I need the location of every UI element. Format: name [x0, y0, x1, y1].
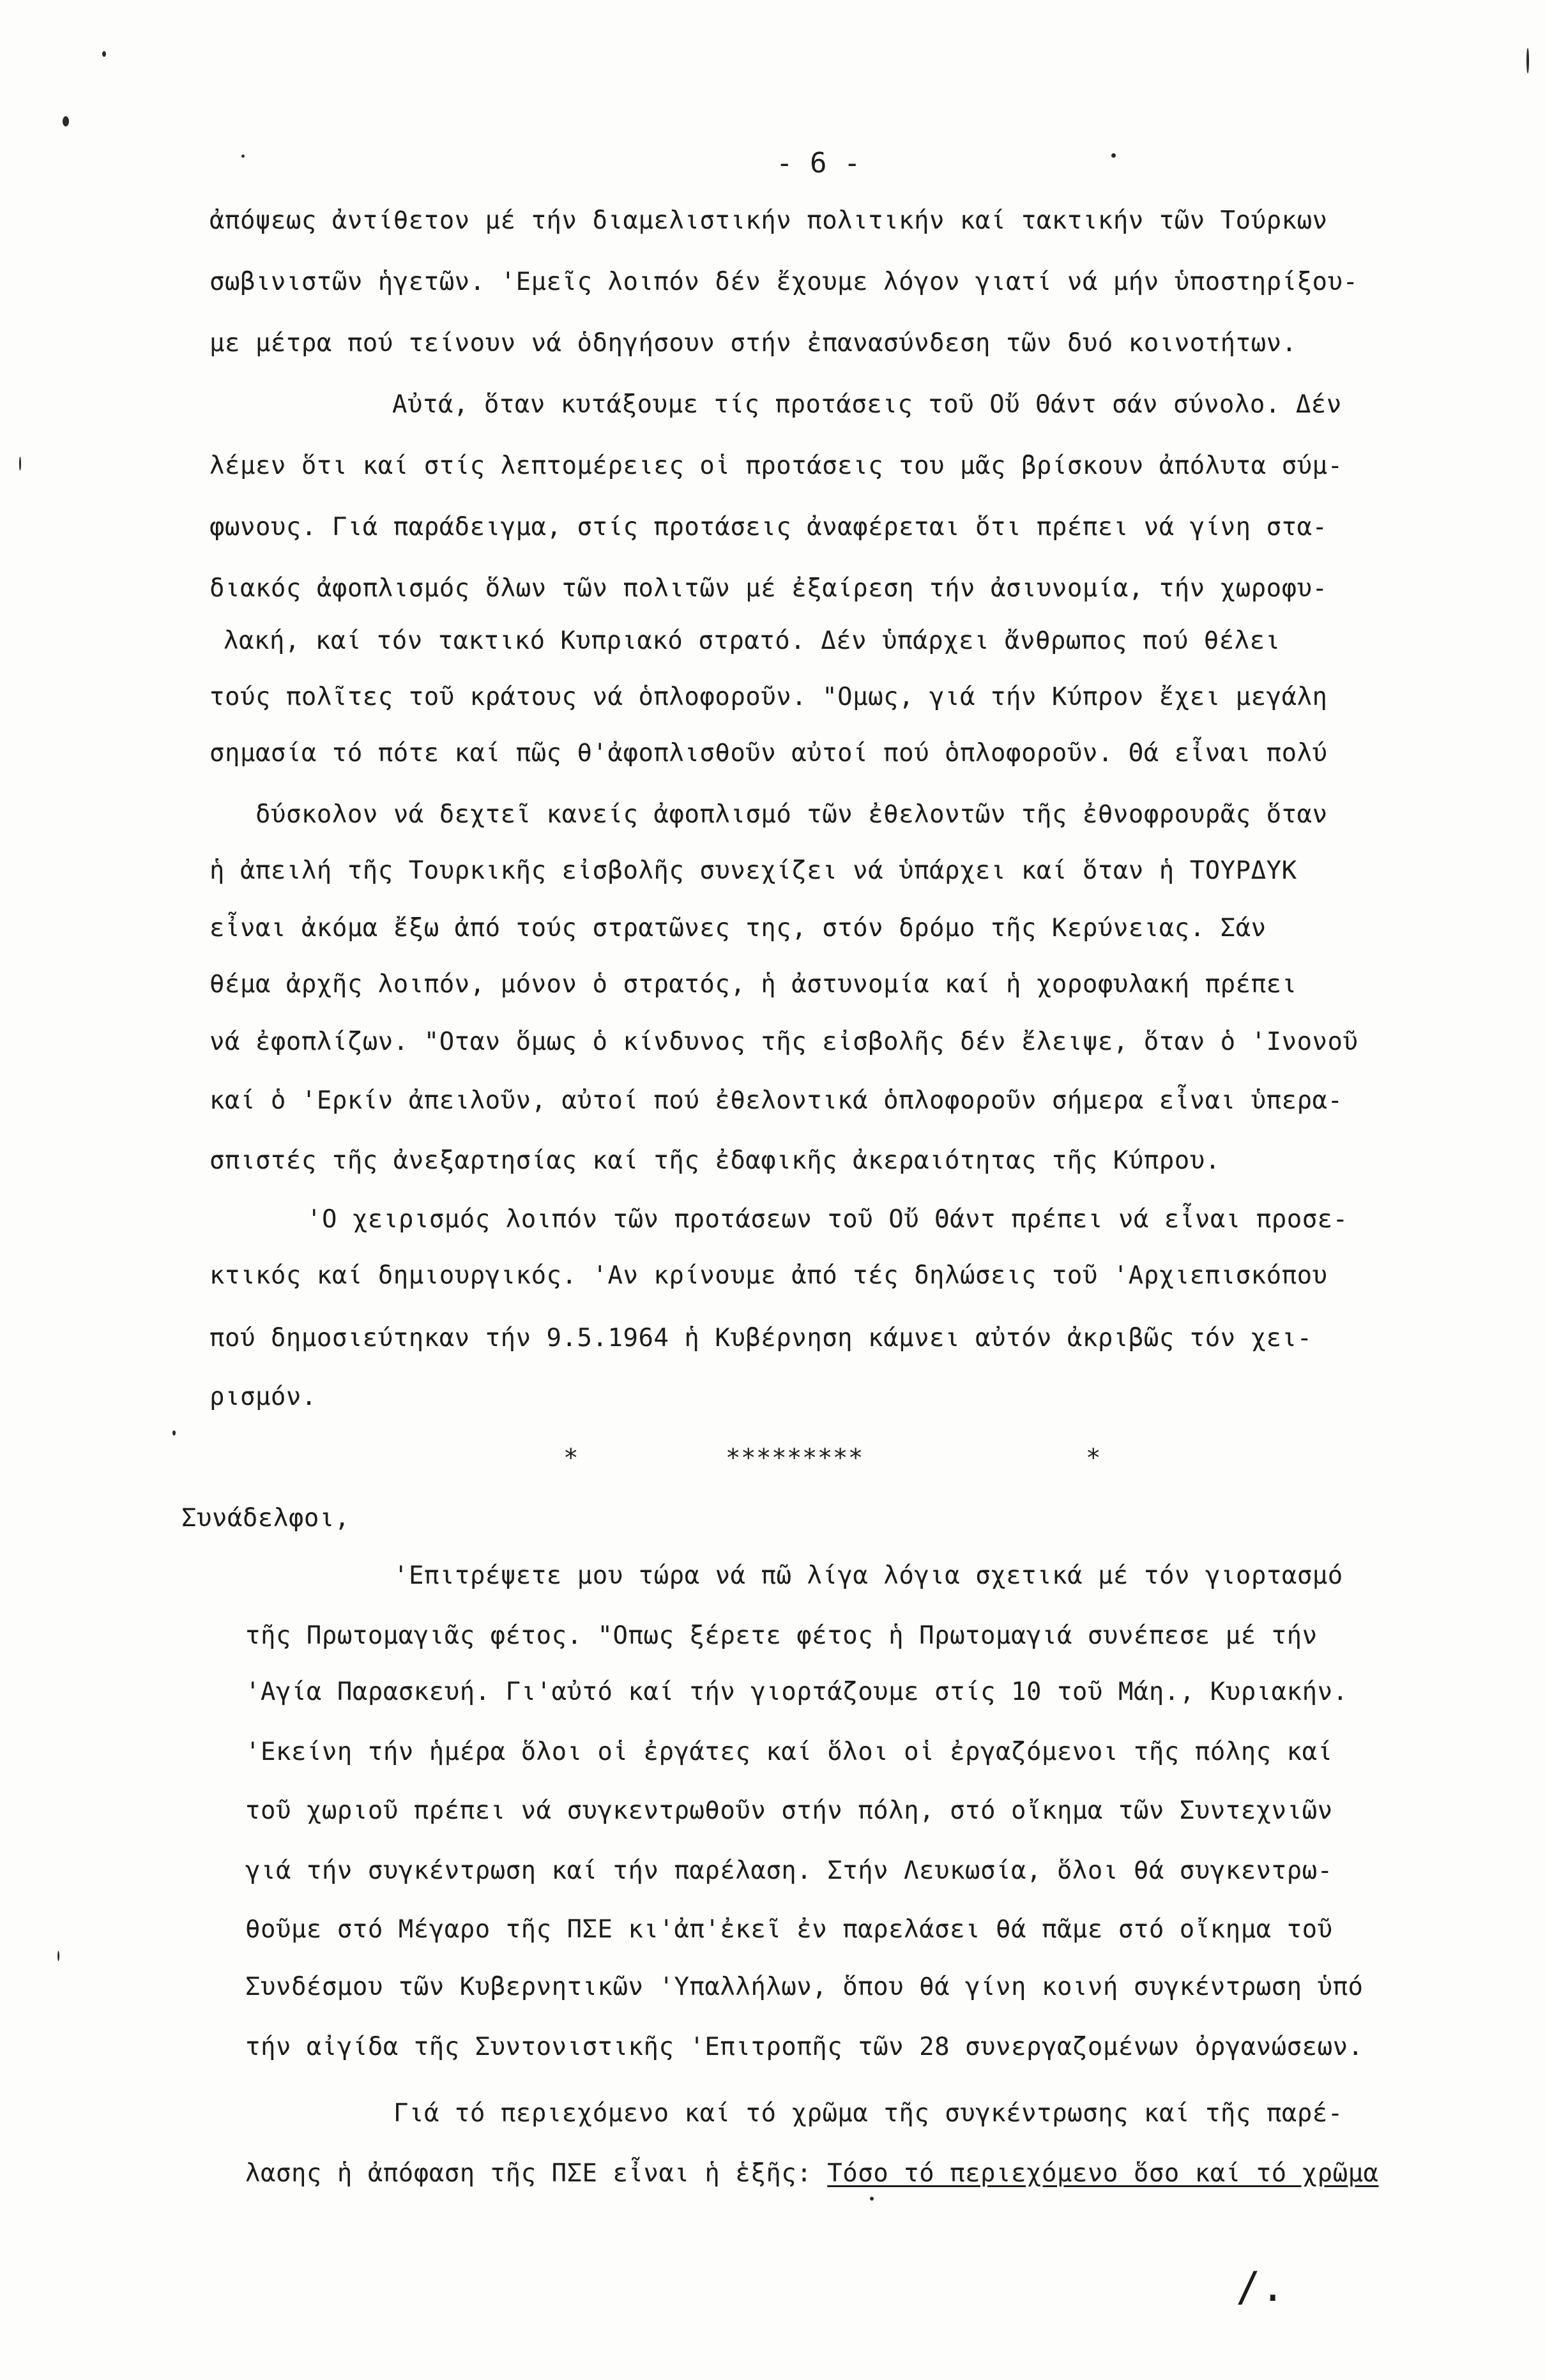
text-line: Συνδέσμου τῶν Κυβερνητικῶν 'Υπαλλήλων, ὅπου θά γίνη κοινή συγκέντρωση ὑπό — [245, 1973, 1364, 2001]
scan-speck — [57, 1951, 59, 1961]
text-line: Αὐτά, ὅταν κυτάξουμε τίς προτάσεις τοῦ Οὔ Θάντ σάν σύνολο. Δέν — [392, 390, 1342, 419]
salutation: Συνάδελφοι, — [181, 1504, 350, 1533]
text-line: Γιά τό περιεχόμενο καί τό χρῶμα τῆς συγκέντρωσης καί τῆς παρέ- — [393, 2099, 1343, 2128]
text-line: διακός ἀφοπλισμός ὅλων τῶν πολιτῶν μέ ἐξαίρεση τήν ἀσιυνομία, τήν χωροφυ- — [209, 574, 1328, 603]
text-line: ρισμόν. — [209, 1383, 317, 1411]
separator-star-left: * — [563, 1444, 579, 1473]
text-line: τῆς Πρωτομαγιᾶς φέτος. "Οπως ξέρετε φέτος ἡ Πρωτομαγιά συνέπεσε μέ τήν — [245, 1621, 1318, 1650]
text-line: τήν αἰγίδα τῆς Συντονιστικῆς 'Επιτροπῆς τῶν 28 συνεργαζομένων ὀργανώσεων. — [245, 2033, 1364, 2061]
text-line: ἀπόψεως ἀντίθετον μέ τήν διαμελιστικήν πολιτικήν καί τακτικήν τῶν Τούρκων — [209, 206, 1328, 235]
text-line: γιά τήν συγκέντρωση καί τήν παρέλαση. Στήν Λευκωσία, ὅλοι θά συγκεντρω- — [245, 1856, 1333, 1885]
continuation-mark: /. — [1236, 2264, 1286, 2311]
text-line: με μέτρα πού τείνουν νά ὁδηγήσουν στήν ἐπανασύνδεση τῶν δυό κοινοτήτων. — [209, 329, 1297, 358]
text-line: εἶναι ἀκόμα ἔξω ἀπό τούς στρατῶνες της, στόν δρόμο τῆς Κερύνειας. Σάν — [209, 914, 1267, 943]
underlined-phrase: Τόσο τό περιεχόμενο ὅσο καί τό χρῶμα — [827, 2159, 1379, 2188]
text-line: σημασία τό πότε καί πῶς θ'ἀφοπλισθοῦν αὐτοί πού ὁπλοφοροῦν. Θά εἶναι πολύ — [209, 739, 1328, 768]
separator-stars: ********* — [726, 1444, 864, 1473]
text-line: λακή, καί τόν τακτικό Κυπριακό στρατό. Δέν ὑπάρχει ἄνθρωπος πού θέλει — [224, 626, 1281, 655]
text-line-final — [245, 2158, 1379, 2189]
scan-speck — [241, 155, 245, 158]
text-line: τούς πολῖτες τοῦ κράτους νά ὁπλοφοροῦν. "Ομως, γιά τήν Κύπρον ἔχει μεγάλη — [209, 683, 1328, 711]
scan-speck — [63, 116, 69, 126]
scan-speck — [172, 1430, 176, 1436]
text-line: 'Επιτρέψετε μου τώρα νά πῶ λίγα λόγια σχετικά μέ τόν γιορτασμό — [393, 1561, 1343, 1590]
separator-star-right: * — [1086, 1444, 1101, 1473]
scan-speck — [19, 457, 21, 471]
text-line: τοῦ χωριοῦ πρέπει νά συγκεντρωθοῦν στήν πόλη, στό οἴκημα τῶν Συντεχνιῶν — [245, 1796, 1333, 1825]
text-line: νά ἐφοπλίζων. "Οταν ὅμως ὁ κίνδυνος τῆς εἰσβολῆς δέν ἔλειψε, ὅταν ὁ 'Ινονοῦ — [209, 1027, 1359, 1056]
scan-speck — [102, 51, 106, 57]
page-number: - 6 - — [776, 147, 861, 179]
text-line: πού δημοσιεύτηκαν τήν 9.5.1964 ἡ Κυβέρνηση κάμνει αὐτόν ἀκριβῶς τόν χει- — [209, 1324, 1313, 1353]
text-line: θοῦμε στό Μέγαρο τῆς ΠΣΕ κι'ἀπ'ἐκεῖ ἐν παρελάσει θά πᾶμε στό οἴκημα τοῦ — [245, 1915, 1333, 1944]
text-line: καί ὁ 'Ερκίν ἀπειλοῦν, αὐτοί πού ἐθελοντικά ὁπλοφοροῦν σήμερα εἶναι ὑπερα- — [209, 1086, 1343, 1115]
text-line: λέμεν ὅτι καί στίς λεπτομέρειες οἱ προτάσεις του μᾶς βρίσκουν ἀπόλυτα σύμ- — [209, 451, 1343, 480]
text-line: κτικός καί δημιουργικός. 'Αν κρίνουμε ἀπό τές δηλώσεις τοῦ 'Αρχιεπισκόπου — [209, 1261, 1328, 1290]
text-line: δύσκολον νά δεχτεῖ κανείς ἀφοπλισμό τῶν ἐθελοντῶν τῆς ἐθνοφρουρᾶς ὅταν — [255, 800, 1328, 829]
text-line: σπιστές τῆς ἀνεξαρτησίας καί τῆς ἐδαφικῆς ἀκεραιότητας τῆς Κύπρου. — [209, 1146, 1221, 1175]
text-line: θέμα ἀρχῆς λοιπόν, μόνον ὁ στρατός, ἡ ἀστυνομία καί ἡ χοροφυλακή πρέπει — [209, 970, 1297, 999]
text-line: ἡ ἀπειλή τῆς Τουρκικῆς εἰσβολῆς συνεχίζει νά ὑπάρχει καί ὅταν ἡ ΤΟΥΡΔΥΚ — [209, 856, 1297, 885]
final-line-text: λασης ἡ ἀπόφαση τῆς ΠΣΕ εἶναι ἡ ἑξῆς: — [245, 2159, 812, 2188]
text-line: φωνους. Γιά παράδειγμα, στίς προτάσεις ἀναφέρεται ὅτι πρέπει νά γίνη στα- — [209, 513, 1328, 542]
text-line: 'Ο χειρισμός λοιπόν τῶν προτάσεων τοῦ Οὔ Θάντ πρέπει νά εἶναι προσε- — [307, 1205, 1348, 1234]
scan-speck — [1526, 48, 1529, 73]
scan-speck — [1111, 153, 1116, 158]
text-line: 'Εκείνη τήν ἡμέρα ὅλοι οἱ ἐργάτες καί ὅλοι οἱ ἐργαζόμενοι τῆς πόλης καί — [245, 1738, 1333, 1766]
text-line: 'Αγία Παρασκευή. Γι'αὐτό καί τήν γιορτάζουμε στίς 10 τοῦ Μάη., Κυριακήν. — [245, 1678, 1348, 1706]
scan-speck — [870, 2197, 874, 2201]
text-line: σωβινιστῶν ἡγετῶν. 'Εμεῖς λοιπόν δέν ἔχουμε λόγον γιατί νά μήν ὑποστηρίξου- — [209, 268, 1359, 296]
